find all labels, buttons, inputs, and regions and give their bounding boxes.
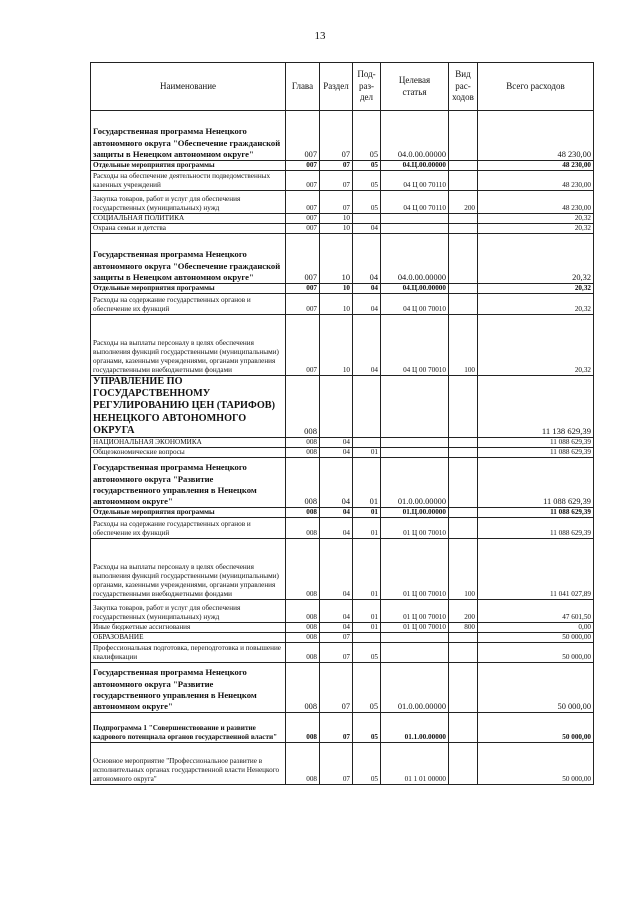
cell-podrazdel [353,633,381,643]
cell-name: Отдельные мероприятия программы [91,161,286,171]
cell-podrazdel: 04 [353,315,381,376]
cell-glava: 007 [286,315,320,376]
cell-total: 0,00 [478,623,594,633]
cell-total: 11 088 629,39 [478,458,594,508]
cell-razdel: 04 [320,539,353,600]
cell-target: 04 Ц 00 70110 [381,171,449,191]
cell-target: 04.Ц.00.00000 [381,161,449,171]
cell-vid [449,224,478,234]
cell-target: 01 Ц 00 70010 [381,539,449,600]
cell-target: 04 Ц 00 70010 [381,294,449,315]
cell-glava: 008 [286,643,320,663]
table-row [91,224,594,234]
cell-podrazdel: 05 [353,171,381,191]
cell-glava: 007 [286,234,320,284]
cell-vid [449,161,478,171]
table-header-row [91,63,594,111]
table-row [91,623,594,633]
table-row [91,315,594,376]
cell-podrazdel: 04 [353,234,381,284]
cell-total: 20,32 [478,234,594,284]
cell-total: 20,32 [478,284,594,294]
cell-razdel: 07 [320,161,353,171]
cell-vid [449,294,478,315]
cell-total: 50 000,00 [478,743,594,785]
cell-name: Расходы на выплаты персоналу в целях обеспечения выполнения функций государственными (муниципальными) органами, казенными учреждениями, органами управления государственными внебюджетными фондами [91,315,286,376]
cell-razdel: 10 [320,315,353,376]
cell-total: 48 230,00 [478,171,594,191]
cell-vid [449,518,478,539]
cell-podrazdel: 01 [353,539,381,600]
cell-glava: 008 [286,633,320,643]
cell-name: Подпрограмма 1 "Совершенствование и развитие кадрового потенциала органов государственной власти" [91,713,286,743]
cell-razdel: 04 [320,600,353,623]
cell-target: 04 Ц 00 70110 [381,191,449,214]
cell-podrazdel: 05 [353,111,381,161]
cell-target: 01.0.00.00000 [381,663,449,713]
cell-razdel: 07 [320,713,353,743]
cell-vid [449,376,478,438]
cell-glava: 007 [286,161,320,171]
cell-vid: 200 [449,600,478,623]
cell-target [381,643,449,663]
cell-glava: 008 [286,600,320,623]
cell-total: 11 088 629,39 [478,508,594,518]
cell-target: 01 Ц 00 70010 [381,600,449,623]
cell-target [381,438,449,448]
cell-glava: 008 [286,623,320,633]
cell-podrazdel: 01 [353,623,381,633]
cell-glava: 008 [286,376,320,438]
cell-target [381,214,449,224]
cell-razdel: 04 [320,518,353,539]
cell-glava: 007 [286,111,320,161]
table-row [91,508,594,518]
cell-vid [449,284,478,294]
column-header-glava: Глава [286,63,320,111]
cell-target: 04 Ц 00 70010 [381,315,449,376]
column-header-target: Целевая статья [381,63,449,111]
table-body [91,111,594,785]
table-row [91,633,594,643]
cell-vid [449,643,478,663]
cell-glava: 008 [286,743,320,785]
table-row [91,663,594,713]
cell-glava: 008 [286,518,320,539]
cell-total: 50 000,00 [478,643,594,663]
cell-podrazdel [353,376,381,438]
table-row [91,713,594,743]
cell-total: 11 088 629,39 [478,518,594,539]
cell-vid [449,111,478,161]
cell-razdel [320,376,353,438]
cell-name: Государственная программа Ненецкого автономного округа "Обеспечение гражданской защиты в Ненецком автономном округе" [91,234,286,284]
cell-razdel: 07 [320,663,353,713]
cell-razdel: 07 [320,633,353,643]
cell-glava: 008 [286,508,320,518]
cell-glava: 007 [286,171,320,191]
cell-vid [449,633,478,643]
cell-target [381,224,449,234]
cell-vid [449,171,478,191]
cell-razdel: 10 [320,214,353,224]
cell-vid [449,663,478,713]
cell-target: 04.0.00.00000 [381,111,449,161]
cell-razdel: 04 [320,448,353,458]
cell-total: 11 041 027,89 [478,539,594,600]
table-row [91,284,594,294]
table-row [91,171,594,191]
cell-razdel: 07 [320,111,353,161]
cell-total: 50 000,00 [478,713,594,743]
cell-glava: 007 [286,224,320,234]
cell-razdel: 07 [320,643,353,663]
cell-razdel: 07 [320,191,353,214]
table-row [91,743,594,785]
table-row [91,518,594,539]
column-header-name: Наименование [91,63,286,111]
cell-total: 11 088 629,39 [478,438,594,448]
table-row [91,600,594,623]
cell-name: Закупка товаров, работ и услуг для обеспечения государственных (муниципальных) нужд [91,600,286,623]
table-row [91,214,594,224]
cell-name: Государственная программа Ненецкого автономного округа "Развитие государственного управления в Ненецком автономном округе" [91,663,286,713]
cell-vid [449,713,478,743]
table-row [91,191,594,214]
cell-podrazdel: 01 [353,518,381,539]
cell-podrazdel: 05 [353,713,381,743]
cell-razdel: 04 [320,458,353,508]
cell-glava: 007 [286,284,320,294]
cell-vid [449,508,478,518]
cell-target: 01 Ц 00 70010 [381,623,449,633]
cell-vid [449,214,478,224]
cell-vid: 200 [449,191,478,214]
cell-razdel: 10 [320,294,353,315]
cell-podrazdel: 05 [353,161,381,171]
table-row [91,111,594,161]
cell-total: 48 230,00 [478,191,594,214]
cell-razdel: 04 [320,623,353,633]
cell-glava: 008 [286,539,320,600]
cell-name: Отдельные мероприятия программы [91,284,286,294]
cell-razdel: 10 [320,284,353,294]
table-row [91,234,594,284]
cell-glava: 008 [286,713,320,743]
table-row [91,458,594,508]
cell-vid [449,448,478,458]
cell-vid: 800 [449,623,478,633]
cell-glava: 007 [286,191,320,214]
cell-name: Расходы на содержание государственных органов и обеспечение их функций [91,518,286,539]
cell-name: Расходы на выплаты персоналу в целях обеспечения выполнения функций государственными (муниципальными) органами, казенными учреждениями, органами управления государственными внебюджетными фондами [91,539,286,600]
column-header-total: Всего расходов [478,63,594,111]
cell-vid: 100 [449,315,478,376]
cell-name: СОЦИАЛЬНАЯ ПОЛИТИКА [91,214,286,224]
cell-vid [449,438,478,448]
cell-name: Охрана семьи и детства [91,224,286,234]
cell-target: 01.1.00.00000 [381,713,449,743]
column-header-podrazdel: Под- раз- дел [353,63,381,111]
cell-name: ОБРАЗОВАНИЕ [91,633,286,643]
cell-podrazdel: 05 [353,743,381,785]
cell-vid: 100 [449,539,478,600]
cell-total: 48 230,00 [478,161,594,171]
cell-podrazdel [353,438,381,448]
cell-podrazdel [353,214,381,224]
cell-total: 48 230,00 [478,111,594,161]
cell-name: Общеэкономические вопросы [91,448,286,458]
cell-total: 50 000,00 [478,633,594,643]
cell-total: 11 088 629,39 [478,448,594,458]
cell-podrazdel: 04 [353,294,381,315]
cell-razdel: 04 [320,508,353,518]
cell-podrazdel: 05 [353,191,381,214]
cell-total: 47 601,50 [478,600,594,623]
table-row [91,376,594,438]
cell-razdel: 07 [320,743,353,785]
table-row [91,643,594,663]
cell-razdel: 10 [320,224,353,234]
cell-total: 11 138 629,39 [478,376,594,438]
cell-podrazdel: 05 [353,663,381,713]
cell-vid [449,234,478,284]
cell-razdel: 10 [320,234,353,284]
cell-name: Государственная программа Ненецкого автономного округа "Развитие государственного управления в Ненецком автономном округе" [91,458,286,508]
cell-podrazdel: 01 [353,508,381,518]
column-header-vid: Вид рас- ходов [449,63,478,111]
cell-podrazdel: 04 [353,284,381,294]
cell-glava: 007 [286,214,320,224]
column-header-razdel: Раздел [320,63,353,111]
cell-target: 01 1 01 00000 [381,743,449,785]
cell-podrazdel: 01 [353,600,381,623]
page-number: 13 [314,30,326,42]
cell-target: 01.Ц.00.00000 [381,508,449,518]
cell-glava: 008 [286,448,320,458]
cell-glava: 008 [286,663,320,713]
cell-name: Закупка товаров, работ и услуг для обеспечения государственных (муниципальных) нужд [91,191,286,214]
cell-target: 04.Ц.00.00000 [381,284,449,294]
cell-name: Основное мероприятие "Профессиональное развитие в исполнительных органах государственной власти Ненецкого автономного округа" [91,743,286,785]
cell-name: Расходы на обеспечение деятельности подведомственных казенных учреждений [91,171,286,191]
cell-name: УПРАВЛЕНИЕ ПО ГОСУДАРСТВЕННОМУ РЕГУЛИРОВАНИЮ ЦЕН (ТАРИФОВ) НЕНЕЦКОГО АВТОНОМНОГО ОКРУГА [91,376,286,438]
cell-total: 50 000,00 [478,663,594,713]
cell-total: 20,32 [478,315,594,376]
budget-table [90,62,594,785]
cell-target [381,633,449,643]
cell-name: Иные бюджетные ассигнования [91,623,286,633]
table-row [91,161,594,171]
cell-total: 20,32 [478,224,594,234]
cell-name: Расходы на содержание государственных органов и обеспечение их функций [91,294,286,315]
cell-razdel: 07 [320,171,353,191]
cell-target: 01.0.00.00000 [381,458,449,508]
table-row [91,438,594,448]
cell-podrazdel: 01 [353,448,381,458]
cell-total: 20,32 [478,214,594,224]
cell-target: 04.0.00.00000 [381,234,449,284]
cell-total: 20,32 [478,294,594,315]
cell-target [381,376,449,438]
cell-name: Профессиональная подготовка, переподготовка и повышение квалификации [91,643,286,663]
cell-podrazdel: 01 [353,458,381,508]
cell-glava: 008 [286,458,320,508]
cell-podrazdel: 04 [353,224,381,234]
cell-target [381,448,449,458]
cell-podrazdel: 05 [353,643,381,663]
table-row [91,539,594,600]
table-row [91,294,594,315]
cell-name: Отдельные мероприятия программы [91,508,286,518]
cell-glava: 007 [286,294,320,315]
cell-target: 01 Ц 00 70010 [381,518,449,539]
table-row [91,448,594,458]
cell-vid [449,743,478,785]
cell-vid [449,458,478,508]
cell-name: Государственная программа Ненецкого автономного округа "Обеспечение гражданской защиты в Ненецком автономном округе" [91,111,286,161]
cell-razdel: 04 [320,438,353,448]
cell-name: НАЦИОНАЛЬНАЯ ЭКОНОМИКА [91,438,286,448]
cell-glava: 008 [286,438,320,448]
